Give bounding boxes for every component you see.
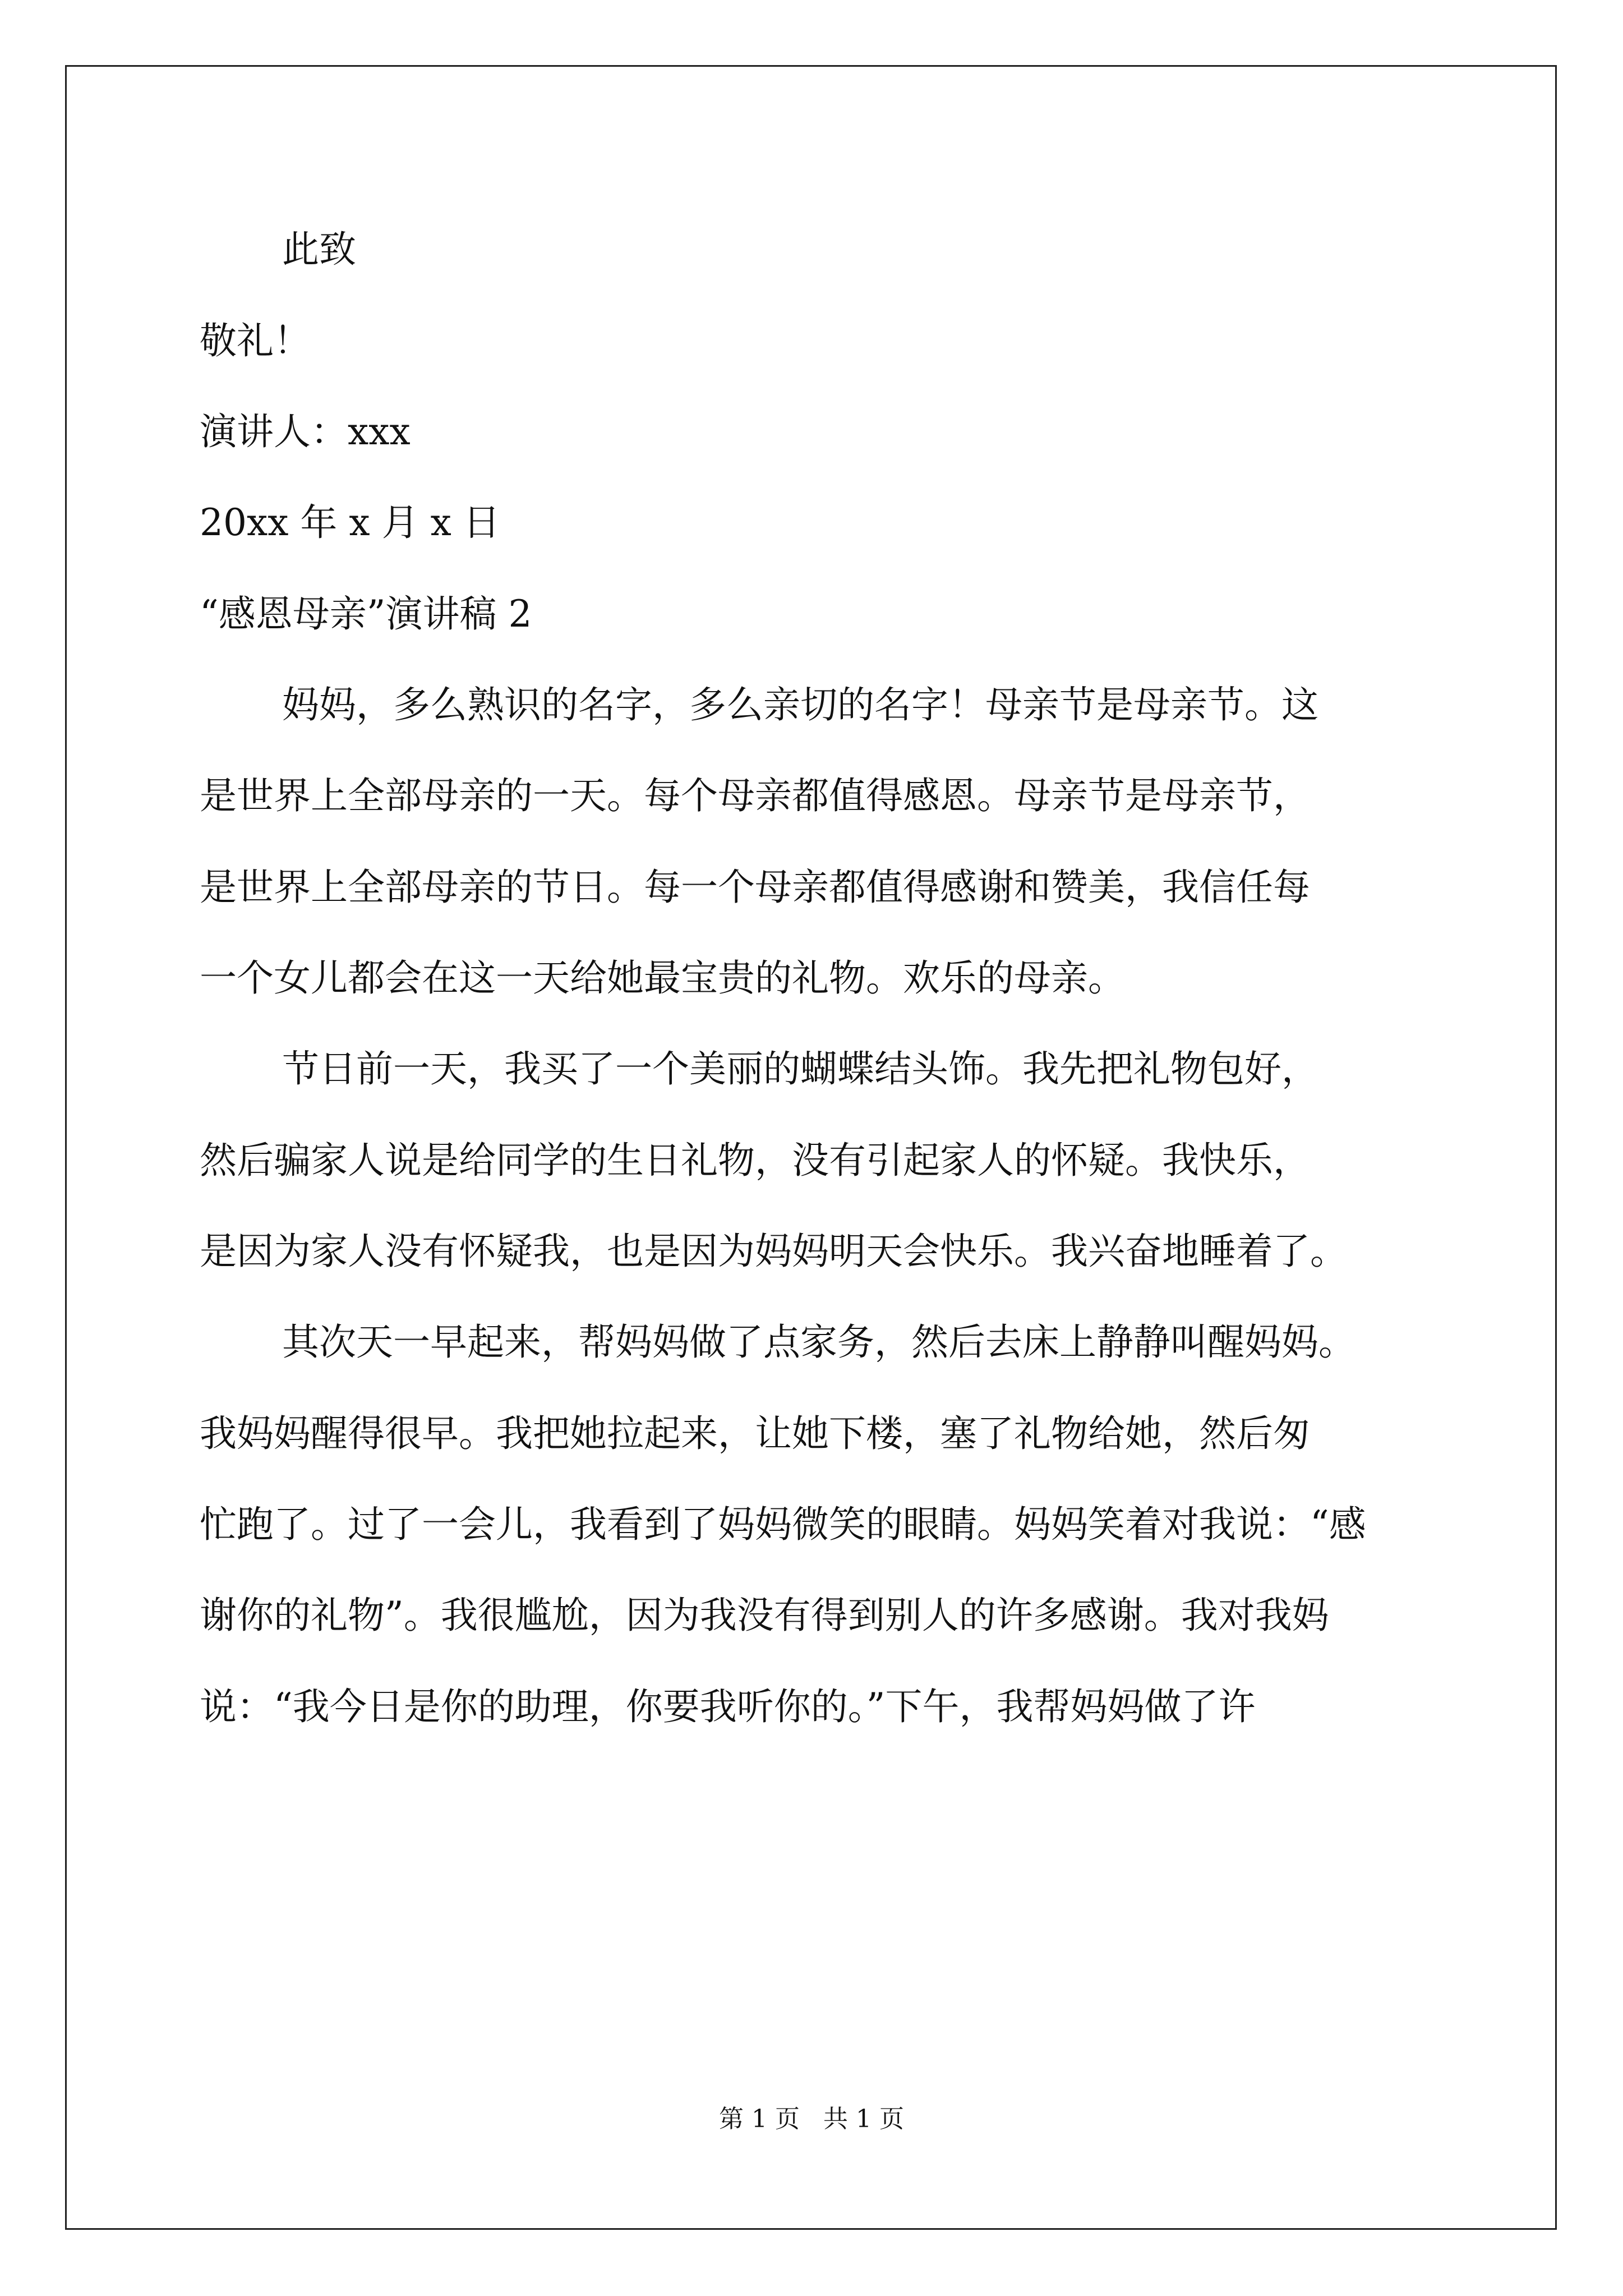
- paragraph-line: 是世界上全部母亲的一天。每个母亲都值得感恩。母亲节是母亲节，: [200, 774, 1310, 817]
- paragraph-line: 节日前一天，我买了一个美丽的蝴蝶结头饰。我先把礼物包好，: [282, 1047, 1318, 1091]
- paragraph-line: 一个女儿都会在这一天给她最宝贵的礼物。欢乐的母亲。: [200, 956, 1125, 1000]
- page-number-footer: 第 1 页 共 1 页: [719, 2105, 904, 2133]
- paragraph-line: 谢你的礼物”。我很尴尬，因为我没有得到别人的许多感谢。我对我妈: [200, 1594, 1329, 1637]
- speech-title: “感恩母亲”演讲稿 2: [200, 592, 532, 636]
- paragraph-line: 我妈妈醒得很早。我把她拉起来，让她下楼，塞了礼物给她，然后匆: [200, 1412, 1310, 1455]
- paragraph-line: 妈妈，多么熟识的名字，多么亲切的名字！母亲节是母亲节。这: [282, 683, 1318, 726]
- paragraph-line: 然后骗家人说是给同学的生日礼物，没有引起家人的怀疑。我快乐，: [200, 1139, 1310, 1182]
- speaker-line: 演讲人：xxx: [200, 410, 411, 453]
- paragraph-line: 说：“我今日是你的助理，你要我听你的。”下午，我帮妈妈做了许: [200, 1685, 1256, 1728]
- paragraph-line: 忙跑了。过了一会儿，我看到了妈妈微笑的眼睛。妈妈笑着对我说：“感: [200, 1503, 1366, 1546]
- closing-regards: 敬礼！: [200, 319, 311, 362]
- paragraph-line: 其次天一早起来，帮妈妈做了点家务，然后去床上静静叫醒妈妈。: [282, 1320, 1355, 1364]
- closing-salutation: 此致: [282, 228, 356, 271]
- paragraph-line: 是因为家人没有怀疑我，也是因为妈妈明天会快乐。我兴奋地睡着了。: [200, 1230, 1347, 1273]
- date-line: 20xx 年 x 月 x 日: [200, 501, 500, 544]
- paragraph-line: 是世界上全部母亲的节日。每一个母亲都值得感谢和赞美，我信任每: [200, 866, 1310, 909]
